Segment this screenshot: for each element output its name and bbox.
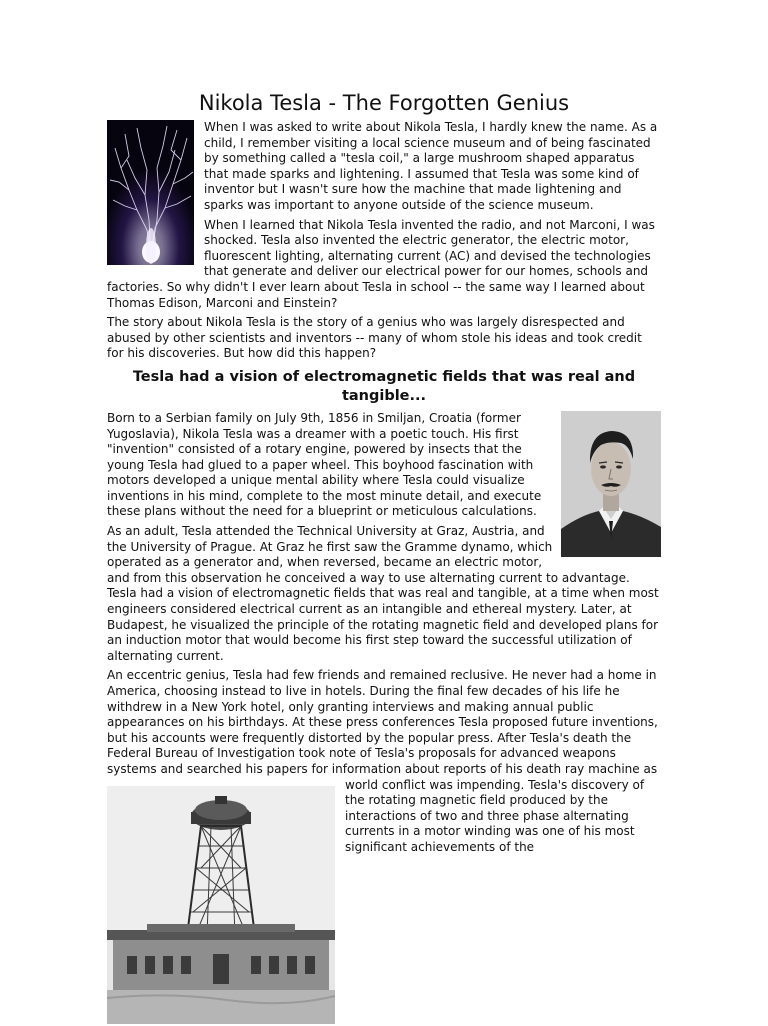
- body-paragraph-2: As an adult, Tesla attended the Technical University at Graz, Austria, and the University of Prague. At Graz he first saw the Gramme dynamo, which operated as a generator and, when reversed, became an electric motor, and from this observation he conceived a way to use alternating current to advantage. Tesla had a vision of electromagnetic fields that was real and tangible, at a time when most engineers considered electrical current as an intangible and ethereal mystery. Later, at Budapest, he visualized the principle of the rotating magnetic field and developed plans for an induction motor that would become his first step toward the successful utilization of alternating current.: [107, 524, 659, 663]
- tower-image-frame: [107, 786, 335, 1024]
- tesla-portrait-photo: [561, 411, 661, 557]
- intro-paragraph-3: The story about Nikola Tesla is the story of a genius who was largely disrespected and abused by other scientists and inventors -- many of whom stole his ideas and took credit for his discoveries. But how did this happen?: [107, 315, 642, 361]
- body-paragraph-1: Born to a Serbian family on July 9th, 1856 in Smiljan, Croatia (former Yugoslavia), Nikola Tesla was a dreamer with a poetic touch. His first "invention" consisted of a rotary engine, powered by insects that the young Tesla had glued to a paper wheel. This boyhood fascination with motors developed a unique mental ability where Tesla could visualize inventions in his mind, complete to the most minute detail, and execute these plans without the need for a blueprint or meticulous calculations.: [107, 410, 542, 519]
- intro-paragraph-1: When I was asked to write about Nikola Tesla, I hardly knew the name. As a child, I remember visiting a local science museum and of being fascinated by something called a "tesla coil," a large mushroom shaped apparatus that made sparks and lightening. I assumed that Tesla was some kind of inventor but I wasn't sure how the machine that made lightening and sparks was important to anyone outside of the science museum.: [204, 120, 658, 212]
- section-heading: Tesla had a vision of electromagnetic fields that was real and tangible...: [132, 368, 636, 404]
- body-paragraph-3: An eccentric genius, Tesla had few friends and remained reclusive. He never had a home in America, choosing instead to live in hotels. During the final few decades of his life he withdrew in a New York hotel, only granting interviews and making annual public appearances on his birthdays. At these press conferences Tesla proposed future inventions, but his accounts were frequently distorted by the popular press. After Tesla's death the Federal Bureau of Investigation took note of Tesla's proposals for advanced weapons systems and searched his papers for information about reports of his death ray machine as world conflict was impending. Tesla's discovery of the rotating magnetic field produced by the interactions of two and three phase alternating currents in a motor winding was one of his most significant achievements of the: [107, 668, 661, 855]
- tesla-coil-photo: [107, 120, 194, 265]
- intro-paragraph-2: When I learned that Nikola Tesla invented the radio, and not Marconi, I was shocked. Tesla also invented the electric generator, the electric motor, fluorescent lighting, alternating current (AC) and devised the technologies that generate and deliver our electrical power for our homes, schools and factories. So why didn't I ever learn about Tesla in school -- the same way I learned about Thomas Edison, Marconi and Einstein?: [107, 217, 655, 310]
- page-title: Nikola Tesla - The Forgotten Genius: [198, 91, 570, 115]
